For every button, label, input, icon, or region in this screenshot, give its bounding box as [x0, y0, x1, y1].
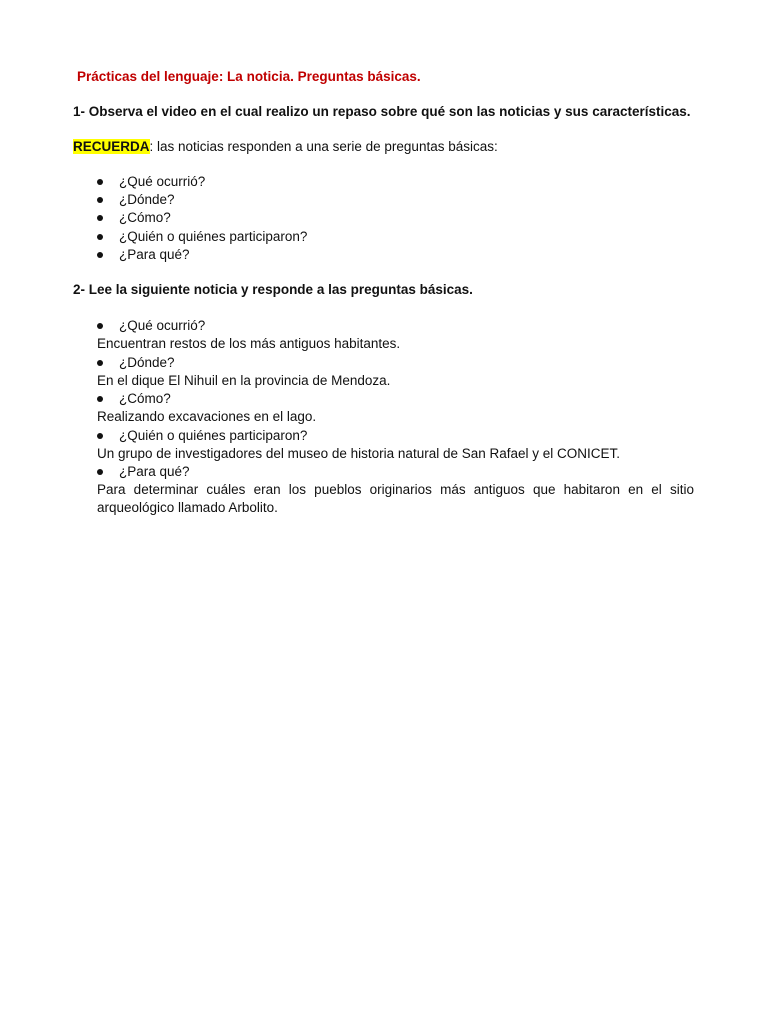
answer-question: ¿Dónde?: [97, 354, 694, 372]
bullet-icon: [97, 469, 103, 475]
answer-question: ¿Para qué?: [97, 463, 694, 481]
question-1: 1- Observa el video en el cual realizo un repaso sobre qué son las noticias y sus características.: [73, 104, 691, 119]
answer-question: ¿Qué ocurrió?: [97, 317, 694, 335]
answer-text: Un grupo de investigadores del museo de historia natural de San Rafael y el CONICET.: [97, 445, 621, 461]
list-item: ¿Cómo?: [97, 209, 307, 227]
bullet-icon: [97, 234, 103, 240]
answer-question: ¿Cómo?: [97, 390, 694, 408]
bullet-icon: [97, 433, 103, 439]
bullet-icon: [97, 252, 103, 258]
question-2: 2- Lee la siguiente noticia y responde a las preguntas básicas.: [73, 282, 473, 297]
bullet-icon: [97, 323, 103, 329]
answer-text: Para determinar cuáles eran los pueblos originarios más antiguos que habitaron en el sitio arqueológico llamado Arbolito.: [97, 482, 694, 515]
recuerda-highlight: RECUERDA: [73, 139, 150, 154]
list-item: ¿Para qué?: [97, 246, 307, 264]
answer-text: Encuentran restos de los más antiguos habitantes.: [97, 336, 401, 351]
answer-question: ¿Quién o quiénes participaron?: [97, 427, 694, 445]
recuerda-text: : las noticias responden a una serie de preguntas básicas:: [149, 139, 498, 154]
bullet-icon: [97, 179, 103, 185]
list-item: ¿Qué ocurrió?: [97, 173, 307, 191]
bullet-icon: [97, 396, 103, 402]
answer-text: Realizando excavaciones en el lago.: [97, 409, 317, 424]
answers-section: [97, 317, 694, 517]
bullet-icon: [97, 360, 103, 366]
answer-text: En el dique El Nihuil en la provincia de Mendoza.: [97, 372, 391, 388]
list-item: ¿Dónde?: [97, 191, 307, 209]
list-item: ¿Quién o quiénes participaron?: [97, 228, 307, 246]
document-title: Prácticas del lenguaje: La noticia. Preguntas básicas.: [77, 69, 421, 84]
bullet-icon: [97, 197, 103, 203]
bullet-icon: [97, 215, 103, 221]
recuerda-note: [73, 139, 498, 154]
basic-questions-list: [97, 173, 307, 264]
